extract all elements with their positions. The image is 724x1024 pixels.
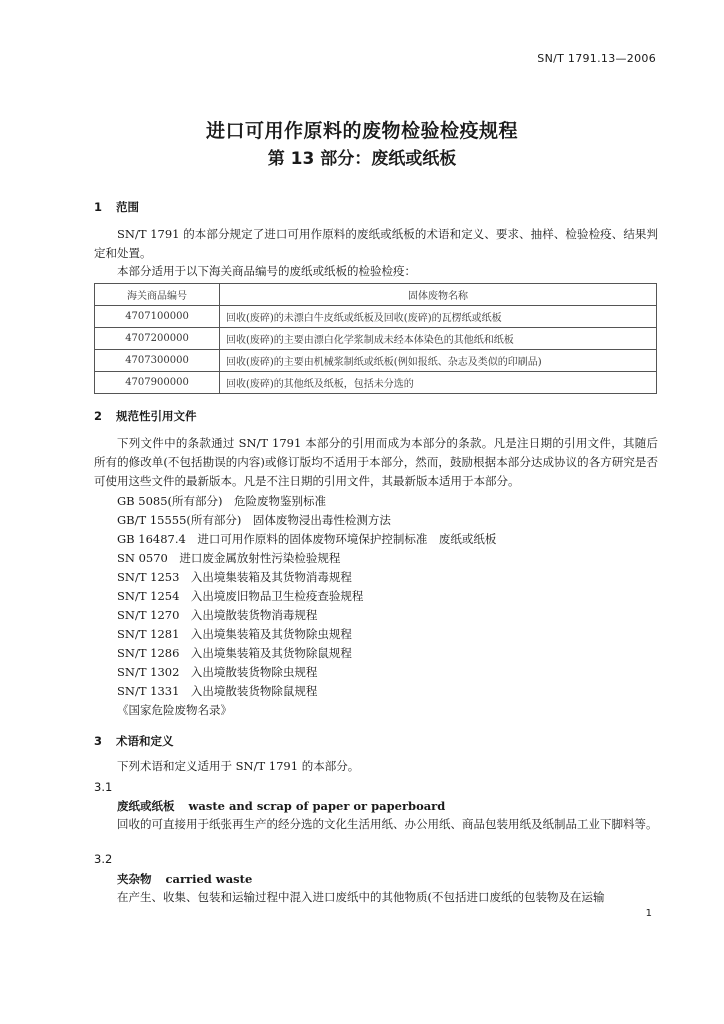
term-heading: [117, 798, 445, 814]
hs-code: 4707100000: [95, 306, 220, 328]
section-2-heading: [94, 408, 197, 424]
reference-item: SN/T 1286 入出境集装箱及其货物除鼠规程: [117, 646, 352, 660]
section-3-paragraph: 下列术语和定义适用于 SN/T 1791 的本部分。: [117, 759, 360, 773]
table-header-row: [95, 284, 657, 306]
table-row: [95, 306, 657, 328]
section-number: 3: [94, 734, 103, 748]
reference-item: SN/T 1331 入出境散装货物除鼠规程: [117, 684, 318, 698]
table-row: [95, 350, 657, 372]
term-definition: 回收的可直接用于纸张再生产的经分选的文化生活用纸、办公用纸、商品包装用纸及纸制品工业下脚料等。: [117, 817, 658, 831]
table-header-name: 固体废物名称: [220, 284, 657, 306]
term-en: waste and scrap of paper or paperboard: [188, 799, 446, 813]
reference-item: GB/T 15555(所有部分) 固体废物浸出毒性检测方法: [117, 513, 391, 527]
section-number: 1: [94, 200, 103, 214]
section-3-heading: [94, 733, 174, 749]
section-2-paragraph: 下列文件中的条款通过 SN/T 1791 本部分的引用而成为本部分的条款。凡是注日期的引用文件，其随后所有的修改单(不包括勘误的内容)或修订版均不适用于本部分，然而，鼓励根据本部分达成协议的各方研究是否可使用这些文件的最新版本。凡是不注日期的引用文件，其最新版本适用于本部分。: [94, 436, 658, 488]
reference-item: SN/T 1270 入出境散装货物消毒规程: [117, 608, 318, 622]
section-title: 范围: [116, 200, 139, 214]
standard-code: SN/T 1791.13—2006: [537, 52, 656, 65]
term-heading: [117, 871, 252, 887]
reference-item: GB 16487.4 进口可用作原料的固体废物环境保护控制标准 废纸或纸板: [117, 532, 497, 546]
reference-item: GB 5085(所有部分) 危险废物鉴别标准: [117, 494, 327, 508]
term-number: 3.2: [94, 852, 113, 866]
table-row: [95, 372, 657, 394]
waste-name: 回收(废碎)的主要由漂白化学浆制成未经本体染色的其他纸和纸板: [220, 328, 657, 350]
table-header-code: 海关商品编号: [95, 284, 220, 306]
reference-item: SN/T 1253 入出境集装箱及其货物消毒规程: [117, 570, 352, 584]
section-1-table-intro: 本部分适用于以下海关商品编号的废纸或纸板的检验检疫：: [117, 264, 416, 278]
page-number: 1: [645, 908, 652, 919]
reference-item: SN/T 1254 入出境废旧物品卫生检疫查验规程: [117, 589, 364, 603]
hs-code: 4707300000: [95, 350, 220, 372]
section-1-heading: [94, 199, 139, 215]
hs-code: 4707900000: [95, 372, 220, 394]
hs-code: 4707200000: [95, 328, 220, 350]
waste-name: 回收(废碎)的其他纸及纸板，包括未分选的: [220, 372, 657, 394]
term-zh: 废纸或纸板: [117, 799, 175, 813]
waste-name: 回收(废碎)的未漂白牛皮纸或纸板及回收(废碎)的瓦楞纸或纸板: [220, 306, 657, 328]
section-number: 2: [94, 409, 103, 423]
document-title: 进口可用作原料的废物检验检疫规程: [205, 120, 518, 142]
reference-item: 《国家危险废物名录》: [117, 703, 232, 717]
term-number: 3.1: [94, 780, 113, 794]
table-row: [95, 328, 657, 350]
section-title: 术语和定义: [116, 734, 174, 748]
term-zh: 夹杂物: [117, 872, 152, 886]
section-title: 规范性引用文件: [116, 409, 197, 423]
waste-name: 回收(废碎)的主要由机械浆制纸或纸板(例如报纸、杂志及类似的印刷品): [220, 350, 657, 372]
reference-item: SN/T 1302 入出境散装货物除虫规程: [117, 665, 318, 679]
term-definition: 在产生、收集、包装和运输过程中混入进口废纸中的其他物质(不包括进口废纸的包装物及在运输: [117, 890, 605, 904]
term-en: carried waste: [165, 872, 253, 886]
reference-item: SN/T 1281 入出境集装箱及其货物除虫规程: [117, 627, 352, 641]
section-1-paragraph: SN/T 1791 的本部分规定了进口可用作原料的废纸或纸板的术语和定义、要求、抽样、检验检疫、结果判定和处置。: [94, 227, 658, 260]
document-subtitle: 第 13 部分：废纸或纸板: [267, 149, 457, 169]
reference-item: SN 0570 进口废金属放射性污染检验规程: [117, 551, 341, 565]
scope-table: [94, 283, 657, 394]
